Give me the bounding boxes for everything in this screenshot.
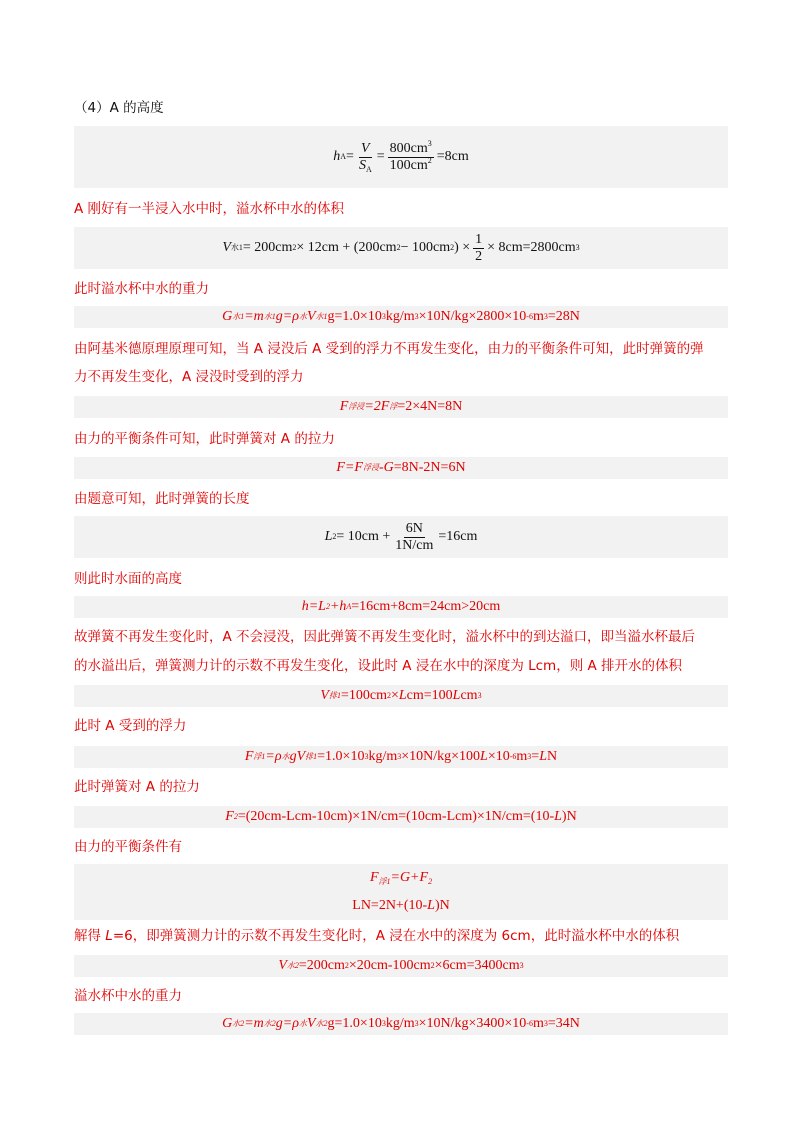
equation-gravity-1: G 水1 =m 水1 g=ρ 水 V 水1 g=1.0×10 3 kg/m 3 ×10N/kg×2800×10 -6 m 3 =28N xyxy=(74,306,728,328)
equation-buoyancy-immersed: F 浮浸 =2F 浮 =2×4N=8N xyxy=(74,396,728,418)
equation-height-a: h A = $\frac{V}{S_A}$ = $\frac{800cm^3}{100cm^2}$ =8cm xyxy=(74,126,728,188)
text-water-weight-1: 此时溢水杯中水的重力 xyxy=(74,281,209,297)
text-half-immersed: A 刚好有一半浸入水中时，溢水杯中水的体积 xyxy=(74,201,345,217)
equation-tension-1: F =F 浮浸 -G =8N-2N=6N xyxy=(74,457,728,479)
fraction-values: $\frac{800cm^3}{100cm^2}$ xyxy=(389,138,432,173)
text-balance-condition: 由力的平衡条件有 xyxy=(74,839,182,855)
text-archimedes-2: 力不再发生变化，A 浸没时受到的浮力 xyxy=(74,369,304,385)
fraction-one-half: $\frac{1}{2}$ xyxy=(475,231,483,264)
equation-displaced-volume: V 排1 =100cm 2 × L cm=100 L cm 3 xyxy=(74,685,728,707)
text-water-height: 则此时水面的高度 xyxy=(74,571,182,587)
text-water-weight-2: 溢水杯中水的重力 xyxy=(74,988,182,1004)
text-spring-tension-2: 此时弹簧对 A 的拉力 xyxy=(74,779,200,795)
equation-balance-line-1: $F_{浮1}=G+F_2$ xyxy=(369,870,433,886)
equation-volume-2: V 水2 =200cm 2 ×20cm-100cm 2 ×6cm=3400cm 3 xyxy=(74,955,728,977)
text-archimedes-1: 由阿基米德原理原理可知，当 A 浸没后 A 受到的浮力不再发生变化，由力的平衡条件可知，此时弹簧的弹 xyxy=(74,341,704,357)
equation-gravity-2: G 水2 =m 水2 g=ρ 水 V 水2 g=1.0×10 3 kg/m 3 ×10N/kg×3400×10 -6 m 3 =34N xyxy=(74,1013,728,1035)
equation-volume-1: V 水1 = 200cm 2 × 12cm + (200cm 2 − 100cm 2 ) × $\frac{1}{2}$ × 8cm=2800cm 3 xyxy=(74,227,728,269)
equation-balance-line-2: LN=2N+(10-L)N xyxy=(352,898,450,913)
heading-a-height: （4）A 的高度 xyxy=(74,100,164,116)
equation-buoyancy-1: F 浮1 =ρ 水 gV 排1 =1.0×10 3 kg/m 3 ×10N/kg×100 L ×10 -6 m 3 = L N xyxy=(74,746,728,768)
text-conclusion-1: 故弹簧不再发生变化时，A 不会浸没，因此弹簧不再发生变化时，溢水杯中的到达溢口，即当溢水杯最后 xyxy=(74,629,696,645)
equation-spring-length: L 2 = 10cm + $\frac{6N}{1N/cm}$ =16cm xyxy=(74,516,728,558)
text-conclusion-2: 的水溢出后，弹簧测力计的示数不再发生变化，设此时 A 浸在水中的深度为 Lcm，则 A 排开水的体积 xyxy=(74,658,683,674)
text-spring-tension-1: 由力的平衡条件可知，此时弹簧对 A 的拉力 xyxy=(74,431,335,447)
fraction-v-over-s: $\frac{V}{S_A}$ xyxy=(358,140,372,174)
equation-water-height: h =L 2 +h A =16cm+8cm=24cm>20cm xyxy=(74,596,728,618)
fraction-6n-over-1n-cm: $\frac{6N}{1N/cm}$ xyxy=(395,520,434,553)
text-spring-length: 由题意可知，此时弹簧的长度 xyxy=(74,491,250,507)
equation-balance xyxy=(74,864,728,920)
text-buoyancy-a: 此时 A 受到的浮力 xyxy=(74,718,187,734)
text-solution-l: 解得 L=6，即弹簧测力计的示数不再发生变化时，A 浸在水中的深度为 6cm，此时溢水杯中水的体积 xyxy=(74,928,680,944)
equation-tension-2: F 2 =(20cm-Lcm-10cm)×1N/cm=(10cm-Lcm)×1N/cm=(10- L )N xyxy=(74,806,728,828)
